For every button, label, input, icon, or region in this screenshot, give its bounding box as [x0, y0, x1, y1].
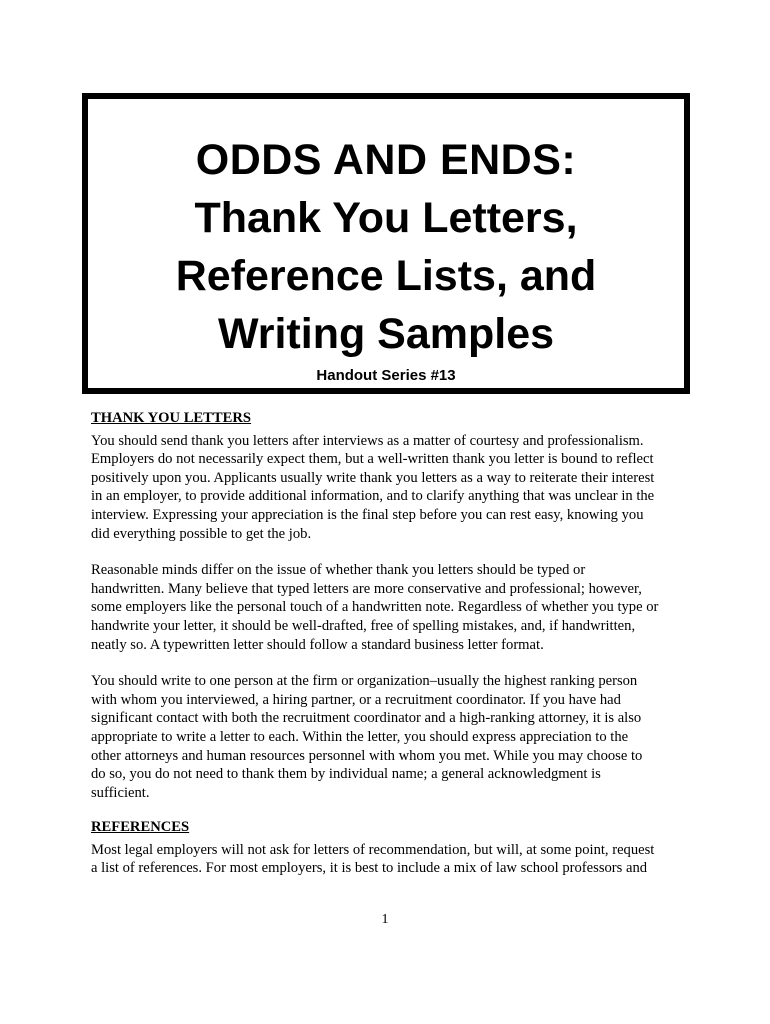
title-line-2: Thank You Letters,: [194, 194, 578, 242]
title-line-4: Writing Samples: [217, 310, 555, 358]
paragraph: You should write to one person at the firm or organization–usually the highest ranking person with whom you interviewed, a hiring partner, or a recruitment coordinator. If you have had significant contact with both the recruitment coordinator and a high-ranking attorney, it is also appropriate to write a letter to each. Within the letter, you should express appreciation to the other attorneys and human resources personnel with whom you met. While you may choose to do so, you do not need to thank them by individual name; a general acknowledgment is sufficient.: [91, 673, 643, 801]
title-box: [82, 93, 690, 394]
section-references: [91, 818, 691, 878]
section-thank-you-letters: [91, 409, 691, 802]
page-number: 1: [381, 912, 389, 927]
document-body: [91, 409, 691, 896]
title-line-3: Reference Lists, and: [175, 252, 597, 300]
title-block: [88, 131, 684, 384]
title-line-1: ODDS AND ENDS:: [195, 136, 577, 184]
handout-subtitle: Handout Series #13: [316, 367, 456, 384]
paragraph: Reasonable minds differ on the issue of whether thank you letters should be typed or handwritten. Many believe that typed letters are more conservative and professional; however, some employers like the personal touch of a handwritten note. Regardless of whether you type or handwrite your letter, it should be well-drafted, free of spelling mistakes, and, if handwritten, neatly so. A typewritten letter should follow a standard business letter format.: [91, 562, 659, 653]
paragraph: Most legal employers will not ask for letters of recommendation, but will, at some point, request a list of references. For most employers, it is best to include a mix of law school professors and: [91, 841, 655, 877]
paragraph: You should send thank you letters after interviews as a matter of courtesy and professionalism. Employers do not necessarily expect them, but a well-written thank you letter is bound to reflect positively upon you. Applicants usually write thank you letters as a way to reiterate their interest in an employer, to provide additional information, and to clarify anything that was unclear in the interview. Expressing your appreciation is the final step before you can rest easy, knowing you did everything possible to get the job.: [91, 432, 655, 542]
section-heading-references: REFERENCES: [91, 819, 190, 836]
section-heading-thank-you-letters: THANK YOU LETTERS: [91, 410, 252, 426]
